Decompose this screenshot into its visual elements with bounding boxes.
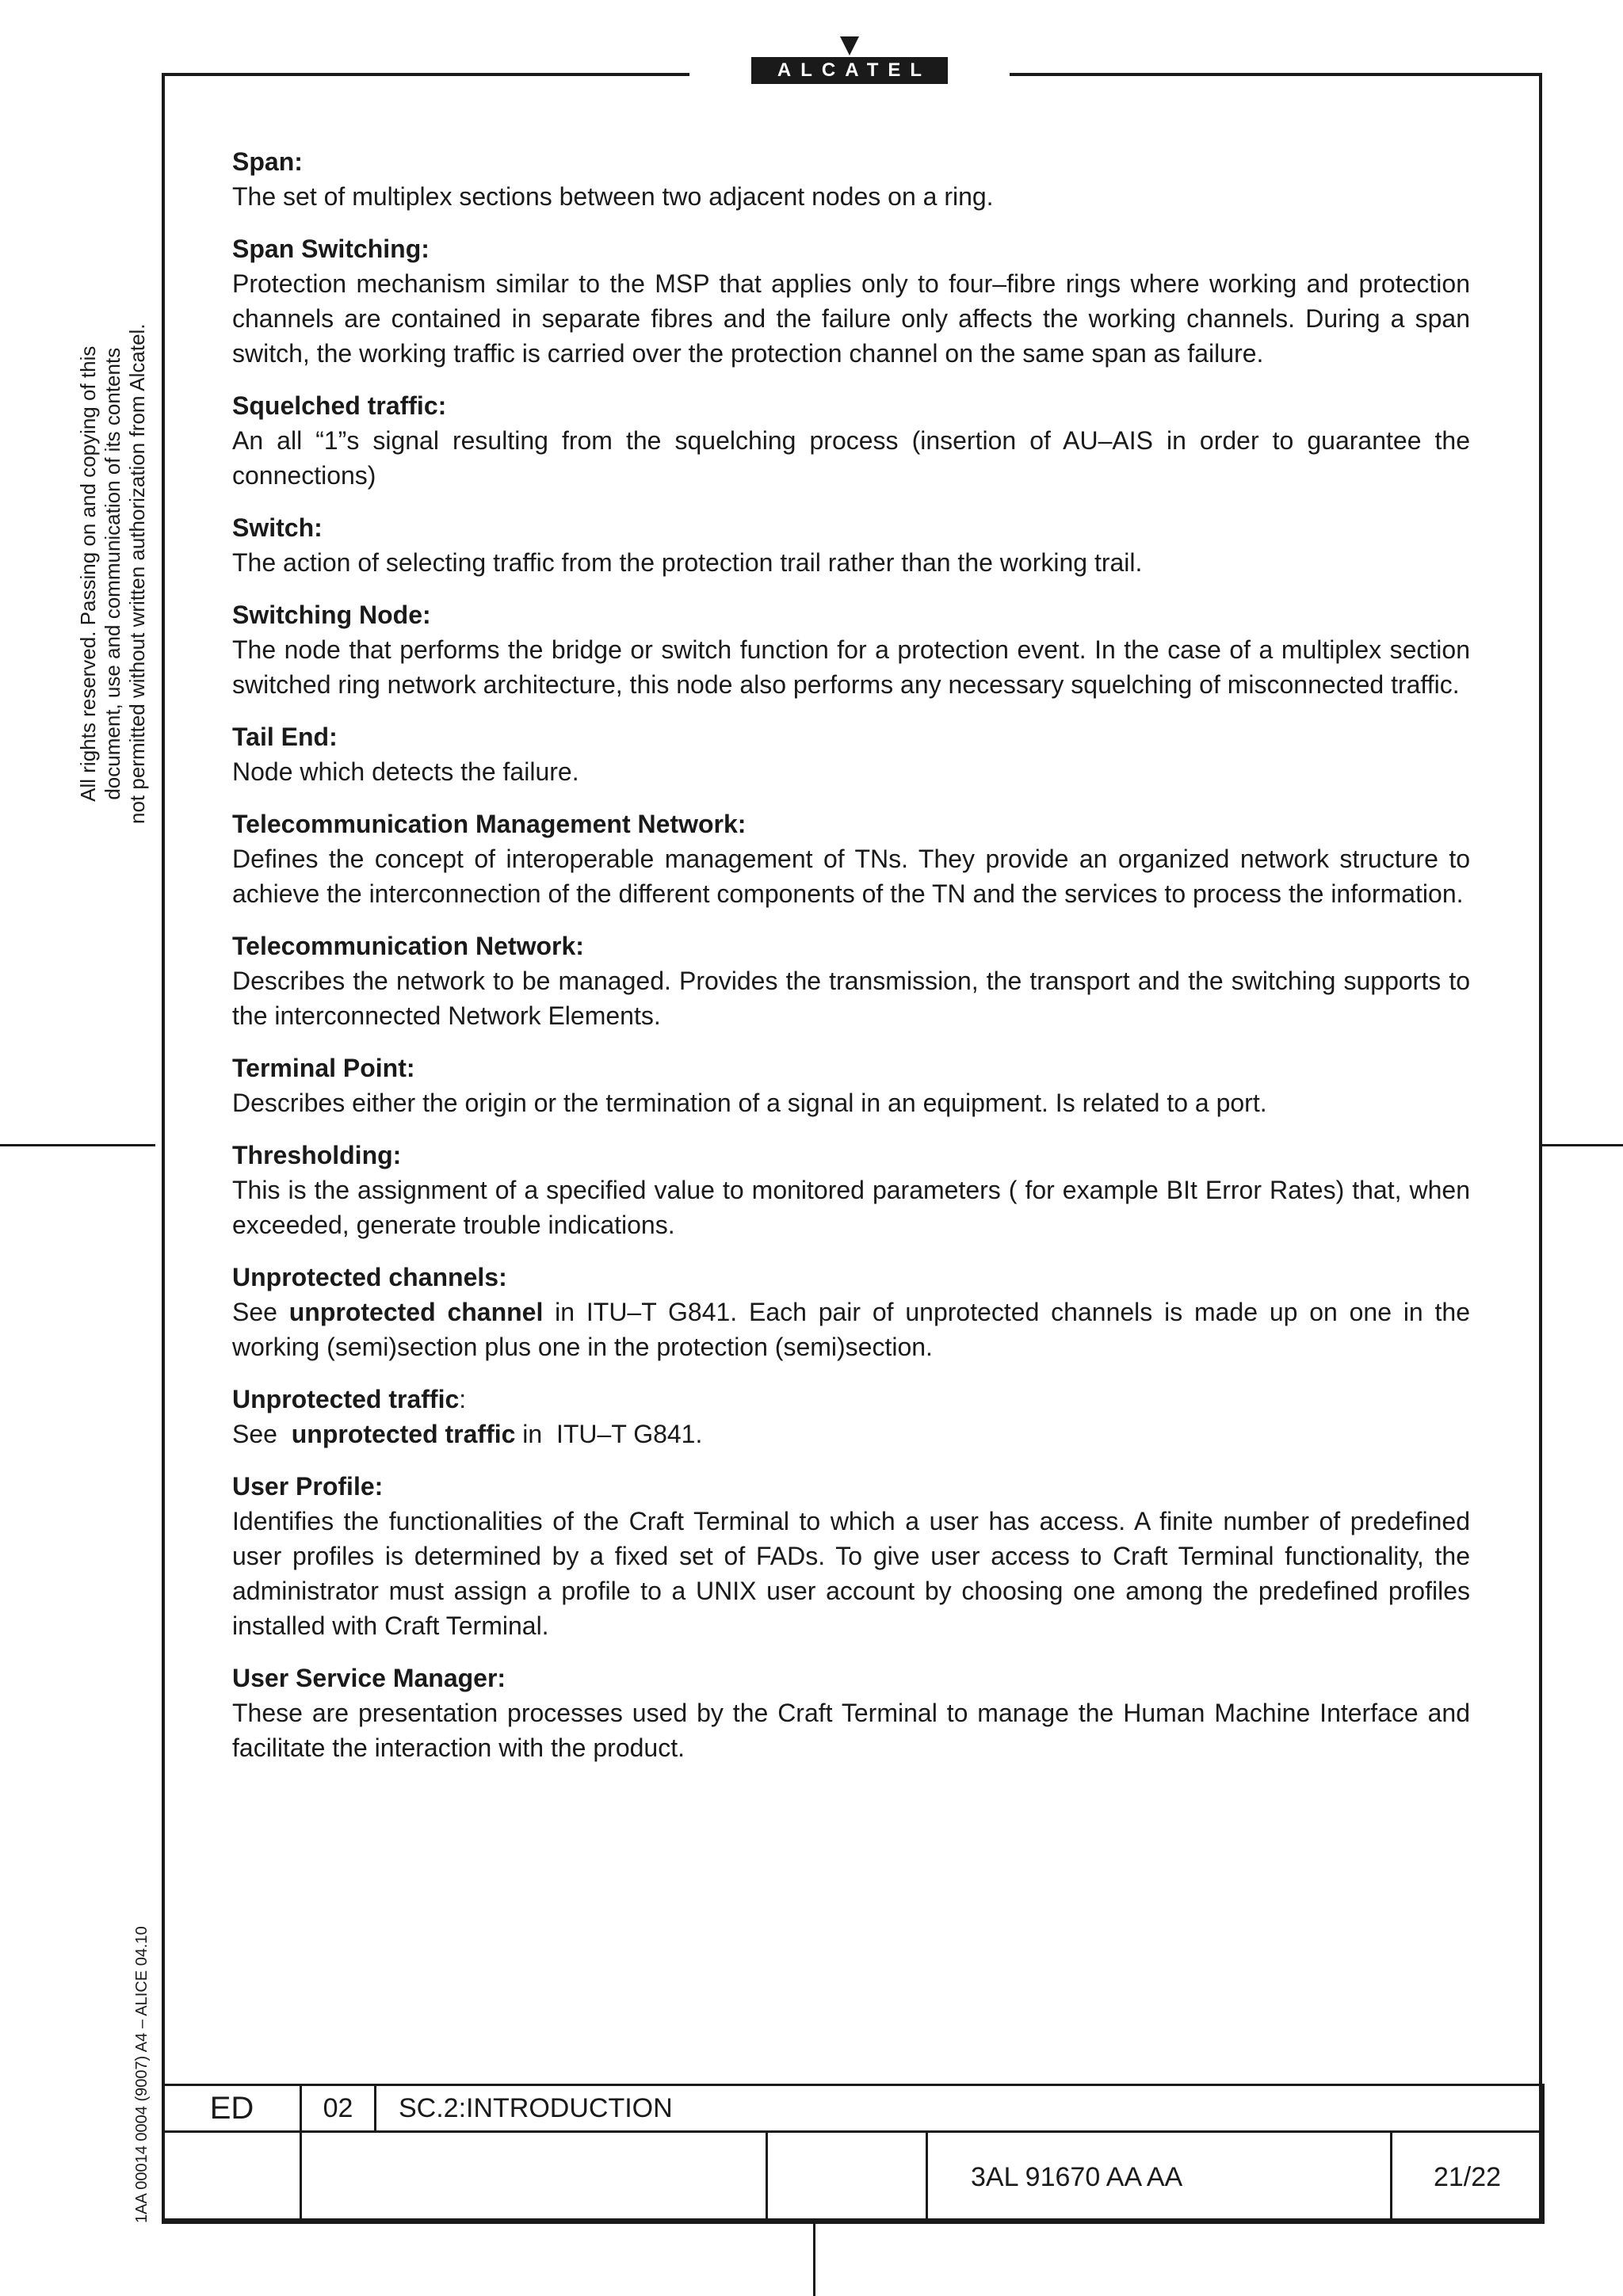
- glossary-term: Span:: [232, 147, 303, 176]
- glossary-entry: [232, 1051, 1470, 1120]
- reference-rest: in ITU–T G841.: [515, 1420, 703, 1448]
- reference-term: unprotected channel: [288, 1298, 544, 1326]
- edition-number: 02: [301, 2085, 376, 2132]
- glossary-definition: [232, 1417, 1470, 1451]
- glossary-content: [232, 144, 1470, 1783]
- glossary-entry: [232, 144, 1470, 214]
- glossary-definition: The set of multiplex sections between two adjacent nodes on a ring.: [232, 182, 994, 211]
- glossary-definition: An all “1”s signal resulting from the squelching process (insertion of AU–AIS in order to guarantee the connections): [232, 426, 1470, 490]
- glossary-term: Thresholding:: [232, 1141, 402, 1169]
- glossary-term: Telecommunication Management Network:: [232, 810, 747, 838]
- glossary-entry: [232, 1138, 1470, 1242]
- footer-empty-cell: [163, 2132, 301, 2223]
- glossary-term: Terminal Point:: [232, 1054, 415, 1082]
- see-prefix: See: [232, 1298, 289, 1326]
- right-fold-mark: [1542, 1144, 1623, 1146]
- glossary-term: [232, 1382, 1470, 1417]
- footer-empty-cell: [301, 2132, 767, 2223]
- footer-title-block: [162, 2084, 1545, 2224]
- term-text: Unprotected traffic: [232, 1385, 460, 1413]
- logo-wordmark: ALCATEL: [751, 57, 948, 84]
- edition-label: ED: [163, 2085, 301, 2132]
- term-colon: :: [459, 1385, 467, 1413]
- glossary-term: Switch:: [232, 513, 323, 542]
- glossary-entry: [232, 807, 1470, 911]
- glossary-definition: Describes either the origin or the termination of a signal in an equipment. Is related to a port.: [232, 1089, 1267, 1117]
- bottom-center-mark: [813, 2222, 815, 2296]
- glossary-term: Unprotected channels:: [232, 1263, 507, 1291]
- glossary-term: User Profile:: [232, 1472, 384, 1501]
- glossary-entry: [232, 1260, 1470, 1364]
- glossary-entry: [232, 929, 1470, 1033]
- glossary-term: Switching Node:: [232, 601, 431, 629]
- page-number: 21/22: [1392, 2132, 1544, 2223]
- alcatel-logo: [751, 36, 948, 84]
- reference-term: unprotected traffic: [291, 1420, 516, 1448]
- glossary-definition: These are presentation processes used by the Craft Terminal to manage the Human Machine Interface and facilitate the interaction with the product.: [232, 1699, 1470, 1762]
- glossary-entry: [232, 231, 1470, 371]
- see-prefix: See: [232, 1420, 292, 1448]
- glossary-definition: This is the assignment of a specified value to monitored parameters ( for example BIt Error Rates) that, when exceeded, generate trouble indications.: [232, 1176, 1470, 1239]
- glossary-entry: [232, 1661, 1470, 1765]
- glossary-term: Tail End:: [232, 723, 338, 751]
- form-code: 1AA 00014 0004 (9007) A4 – ALICE 04.10: [133, 1926, 151, 2223]
- glossary-term: Squelched traffic:: [232, 391, 447, 420]
- glossary-definition: The action of selecting traffic from the protection trail rather than the working trail.: [232, 548, 1143, 577]
- left-fold-mark: [0, 1144, 155, 1146]
- glossary-entry: [232, 1382, 1470, 1451]
- glossary-entry: [232, 388, 1470, 493]
- glossary-definition: Node which detects the failure.: [232, 757, 579, 786]
- reference-rest: in ITU–T G841. Each pair of unprotected channels is made up on one in the working (semi)section plus one in the protection (semi)section.: [232, 1298, 1471, 1361]
- glossary-entry: [232, 510, 1470, 580]
- glossary-term: User Service Manager:: [232, 1664, 506, 1692]
- rights-notice: [76, 323, 150, 824]
- glossary-definition: [232, 1295, 1470, 1364]
- glossary-entry: [232, 1469, 1470, 1643]
- glossary-definition: Protection mechanism similar to the MSP that applies only to four–fibre rings where working and protection channels are contained in separate fibres and the failure only affects the working channels. During a span switch, the working traffic is carried over the protection channel on the same span as failure.: [232, 269, 1470, 368]
- rights-line: not permitted without written authorization from Alcatel.: [125, 323, 149, 824]
- document-number: 3AL 91670 AA AA: [927, 2132, 1392, 2223]
- footer-empty-cell: [767, 2132, 927, 2223]
- glossary-term: Telecommunication Network:: [232, 932, 584, 960]
- logo-triangle-icon: [840, 36, 859, 55]
- glossary-term: Span Switching:: [232, 235, 430, 263]
- rights-line: document, use and communication of its contents: [101, 347, 124, 800]
- glossary-definition: Describes the network to be managed. Provides the transmission, the transport and the switching supports to the interconnected Network Elements.: [232, 967, 1470, 1030]
- glossary-definition: Defines the concept of interoperable management of TNs. They provide an organized network structure to achieve the interconnection of the different components of the TN and the services to process the information.: [232, 845, 1470, 908]
- section-title: SC.2:INTRODUCTION: [376, 2085, 1544, 2132]
- glossary-definition: The node that performs the bridge or switch function for a protection event. In the case of a multiplex section switched ring network architecture, this node also performs any necessary squelching of misconnected traffic.: [232, 635, 1470, 699]
- glossary-definition: Identifies the functionalities of the Craft Terminal to which a user has access. A finite number of predefined user profiles is determined by a fixed set of FADs. To give user access to Craft Terminal functionality, the administrator must assign a profile to a UNIX user account by choosing one among the predefined profiles installed with Craft Terminal.: [232, 1507, 1470, 1640]
- glossary-entry: [232, 597, 1470, 702]
- rights-line: All rights reserved. Passing on and copying of this: [76, 345, 100, 802]
- glossary-entry: [232, 719, 1470, 789]
